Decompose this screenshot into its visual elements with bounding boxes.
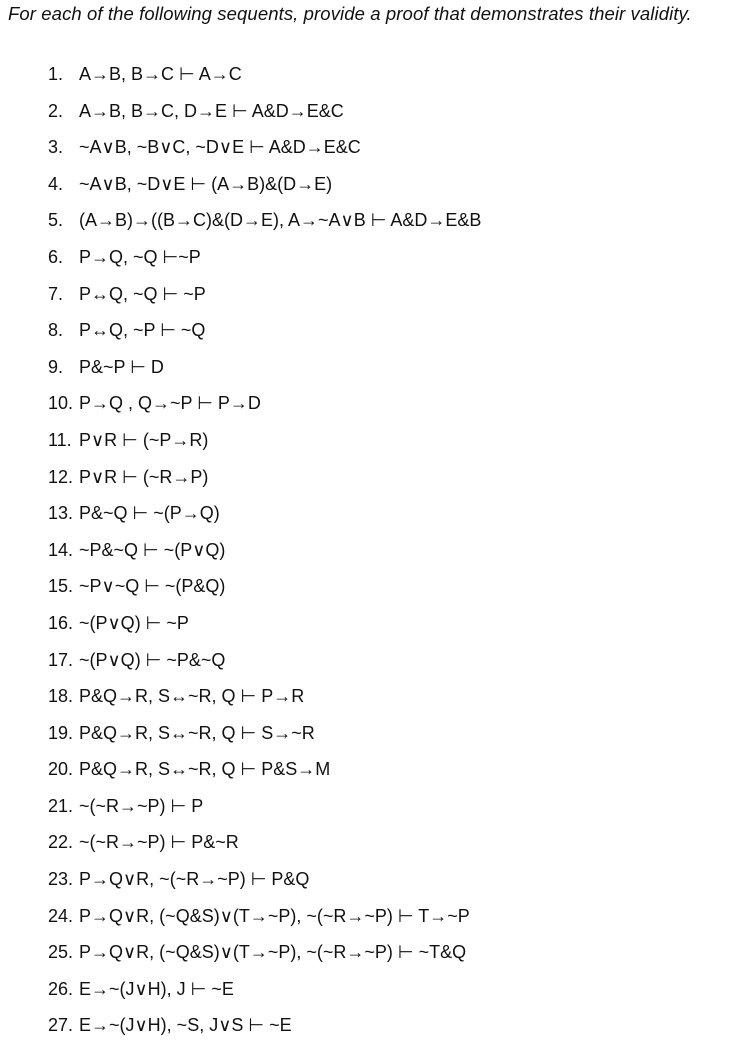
sequent-text: P∨R ⊢ (~R→P) <box>79 466 209 487</box>
item-number: 25. <box>48 942 74 963</box>
sequent-text: P&~P ⊢ D <box>79 356 164 377</box>
item-number: 17. <box>48 649 74 670</box>
item-number: 27. <box>48 1015 74 1036</box>
item-number: 18. <box>48 686 74 707</box>
list-item <box>48 312 481 349</box>
item-number: 16. <box>48 612 74 633</box>
list-item <box>48 934 481 971</box>
list-item <box>48 532 481 569</box>
list-item <box>48 349 481 386</box>
sequent-text: A→B, B→C, D→E ⊢ A&D→E&C <box>79 100 344 121</box>
list-item <box>48 385 481 422</box>
list-item <box>48 605 481 642</box>
sequent-text: ~A∨B, ~D∨E ⊢ (A→B)&(D→E) <box>79 173 333 194</box>
sequent-text: ~P∨~Q ⊢ ~(P&Q) <box>79 576 226 597</box>
sequent-text: P&Q→R, S↔~R, Q ⊢ P&S→M <box>79 759 331 780</box>
item-number: 23. <box>48 869 74 890</box>
item-number: 26. <box>48 978 74 999</box>
sequent-text: P↔Q, ~Q ⊢ ~P <box>79 283 206 304</box>
sequent-text: ~(~R→~P) ⊢ P <box>79 795 204 816</box>
list-item <box>48 824 481 861</box>
instructions-heading: For each of the following sequents, provide a proof that demonstrates their validity. <box>8 3 692 24</box>
list-item <box>48 751 481 788</box>
item-number: 15. <box>48 576 74 597</box>
list-item <box>48 93 481 130</box>
item-number: 3. <box>48 137 64 158</box>
item-number: 13. <box>48 503 74 524</box>
sequent-text: E→~(J∨H), J ⊢ ~E <box>79 978 234 999</box>
item-number: 14. <box>48 539 74 560</box>
item-number: 1. <box>48 64 64 84</box>
list-item <box>48 239 481 276</box>
list-item <box>48 788 481 825</box>
list-item <box>48 898 481 935</box>
sequent-text: E→~(J∨H), ~S, J∨S ⊢ ~E <box>79 1015 292 1036</box>
list-item <box>48 568 481 605</box>
item-number: 12. <box>48 466 74 487</box>
list-item <box>48 971 481 1008</box>
sequent-text: P→Q∨R, (~Q&S)∨(T→~P), ~(~R→~P) ⊢ T→~P <box>79 905 470 926</box>
sequent-text: ~P&~Q ⊢ ~(P∨Q) <box>79 539 226 560</box>
sequent-text: P∨R ⊢ (~P→R) <box>79 429 209 450</box>
list-item <box>48 166 481 203</box>
item-number: 7. <box>48 283 64 304</box>
item-number: 24. <box>48 905 74 926</box>
item-number: 11. <box>48 429 72 450</box>
list-item <box>48 56 481 93</box>
sequent-text: ~(P∨Q) ⊢ ~P <box>79 612 189 633</box>
sequent-text: P&~Q ⊢ ~(P→Q) <box>79 503 220 524</box>
item-number: 8. <box>48 320 64 341</box>
sequent-text: P&Q→R, S↔~R, Q ⊢ S→~R <box>79 722 315 743</box>
sequent-text: ~A∨B, ~B∨C, ~D∨E ⊢ A&D→E&C <box>79 137 361 158</box>
item-number: 20. <box>48 759 74 780</box>
list-item <box>48 202 481 239</box>
item-number: 19. <box>48 722 74 743</box>
list-item <box>48 495 481 532</box>
item-number: 21. <box>48 795 74 816</box>
item-number: 6. <box>48 246 64 267</box>
list-item <box>48 678 481 715</box>
sequent-text: P&Q→R, S↔~R, Q ⊢ P→R <box>79 686 305 707</box>
item-number: 9. <box>48 356 64 377</box>
sequent-text: P↔Q, ~P ⊢ ~Q <box>79 320 206 341</box>
sequent-text: P→Q∨R, (~Q&S)∨(T→~P), ~(~R→~P) ⊢ ~T&Q <box>79 942 467 963</box>
list-item <box>48 715 481 752</box>
list-item <box>48 861 481 898</box>
item-number: 10. <box>48 393 74 414</box>
list-item <box>48 129 481 166</box>
sequent-text: P→Q∨R, ~(~R→~P) ⊢ P&Q <box>79 869 310 890</box>
sequent-list <box>48 56 481 1044</box>
list-item <box>48 276 481 313</box>
sequent-text: ~(~R→~P) ⊢ P&~R <box>79 832 239 853</box>
item-number: 22. <box>48 832 74 853</box>
sequent-text: ~(P∨Q) ⊢ ~P&~Q <box>79 649 226 670</box>
list-item <box>48 1007 481 1044</box>
sequent-text: P→Q , Q→~P ⊢ P→D <box>79 393 261 414</box>
sequent-text: P→Q, ~Q ⊢~P <box>79 246 201 267</box>
list-item <box>48 642 481 679</box>
item-number: 4. <box>48 173 64 194</box>
item-number: 2. <box>48 100 64 121</box>
item-number: 5. <box>48 210 64 231</box>
sequent-text: (A→B)→((B→C)&(D→E), A→~A∨B ⊢ A&D→E&B <box>79 210 482 231</box>
sequent-text: A→B, B→C ⊢ A→C <box>79 64 242 84</box>
list-item <box>48 422 481 459</box>
list-item <box>48 459 481 496</box>
